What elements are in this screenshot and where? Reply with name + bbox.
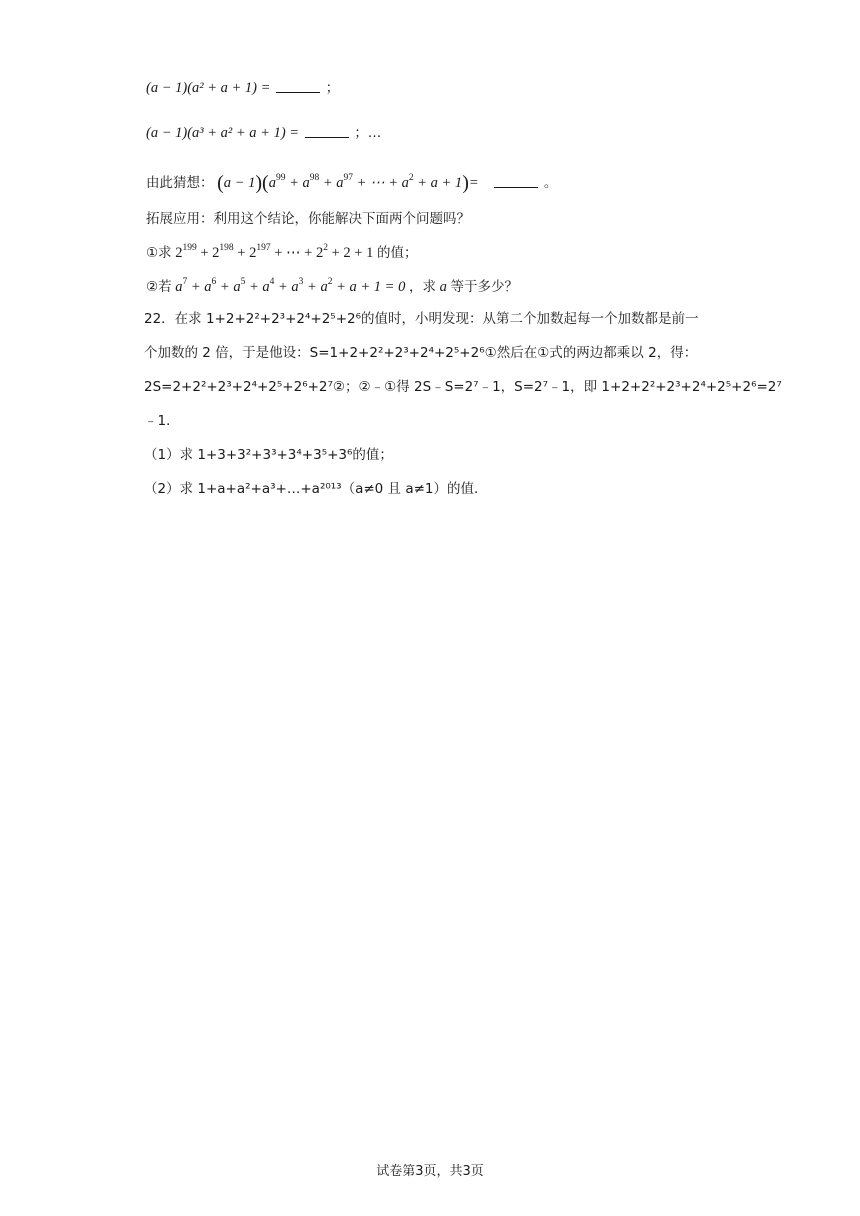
answer-blank[interactable]: [494, 174, 538, 188]
punctuation: 。: [543, 175, 558, 191]
suffix: 等于多少？: [450, 279, 518, 295]
extension-intro: 拓展应用：利用这个结论，你能解决下面两个问题吗？: [146, 211, 470, 227]
problem-22-line-1: 22．在求 1+2+2²+2³+2⁴+2⁵+2⁶的值时，小明发现：从第二个加数起每一个加数都是前一: [144, 311, 699, 327]
expression: (a − 1)(a² + a + 1) =: [146, 80, 271, 96]
answer-blank[interactable]: [305, 124, 349, 138]
problem-22-line-2: 个加数的 2 倍，于是他设：S=1+2+2²+2³+2⁴+2⁵+2⁶①然后在①式的两边都乘以 2，得：: [144, 345, 698, 361]
expression: $a^7 + a^6 + a^5 + a^4 + a^3 + a^2 + a + 1 = 0$: [175, 277, 406, 295]
suffix: 的值；: [376, 245, 418, 261]
punctuation: ；: [325, 80, 340, 96]
question-1-line: [146, 238, 417, 263]
problem-22-line-4: ﹣1．: [144, 413, 180, 429]
variable-a: a: [439, 279, 447, 295]
mid: ，求: [408, 279, 436, 295]
equation-line-2: [146, 123, 381, 143]
page-footer: 试卷第3页，共3页: [376, 1164, 484, 1179]
conjecture-line: [146, 168, 557, 193]
expression: (a − 1)(a³ + a² + a + 1) =: [146, 125, 300, 141]
label: 由此猜想：: [146, 175, 214, 191]
problem-22-part-1: （1）求 1+3+3²+3³+3⁴+3⁵+3⁶的值；: [144, 447, 393, 463]
question-2-line: [146, 272, 518, 297]
label: ①求: [146, 245, 172, 261]
problem-22-part-2: （2）求 1+a+a²+a³+…+a²⁰¹³（a≠0 且 a≠1）的值．: [144, 481, 488, 497]
answer-blank[interactable]: [276, 79, 320, 93]
expression: $2^{199} + 2^{198} + 2^{197}$ + ⋯ + $2^2 + 2 + 1$: [175, 243, 374, 261]
label: ②若: [146, 279, 172, 295]
problem-22-line-3: 2S=2+2²+2³+2⁴+2⁵+2⁶+2⁷②；②﹣①得 2S﹣S=2⁷﹣1，S=2⁷﹣1，即 1+2+2²+2³+2⁴+2⁵+2⁶=2⁷: [144, 379, 782, 395]
expression: $(a - 1)(a^{99} + a^{98} + a^{97}$ + ⋯ + $a^2 + a + 1)=$: [217, 172, 479, 194]
punctuation: ；…: [354, 125, 382, 141]
equation-line-1: [146, 78, 339, 98]
